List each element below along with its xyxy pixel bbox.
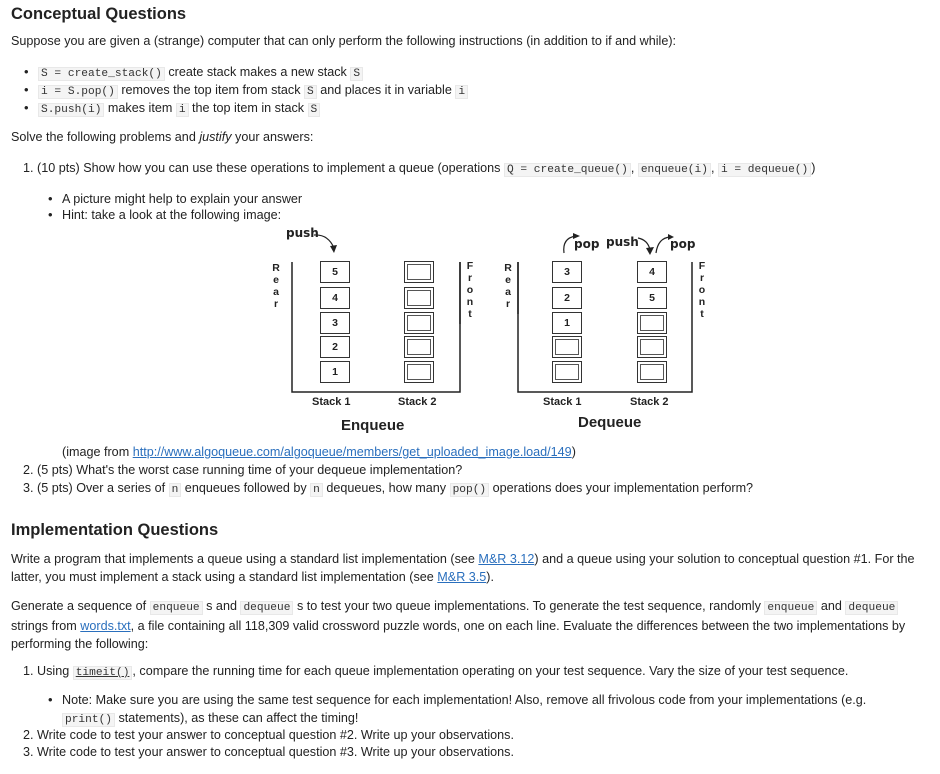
conceptual-heading: Conceptual Questions (11, 5, 187, 23)
impl-item-3: 3. Write code to test your answer to conceptual question #3. Write up your observations. (23, 745, 514, 759)
stack-cell: 3 (320, 312, 350, 334)
stack-cell-empty (404, 361, 434, 383)
front-label-2: F r o n t (698, 260, 706, 320)
instruction-item: • i = S.pop() removes the top item from stack S and places it in variable i (38, 81, 468, 101)
instruction-item: • S = create_stack() create stack makes a new stack S (38, 63, 363, 83)
impl-item-1: 1. Using timeit() , compare the running time for each queue implementation operating on your test sequence. Vary the size of your test sequence. (23, 664, 849, 679)
enqueue-title: Enqueue (341, 417, 405, 434)
q1-bullet: • A picture might help to explain your answer (62, 190, 302, 208)
front-label: F r o n t (466, 260, 474, 320)
pop-arrow-2-icon (656, 237, 670, 253)
stack-cell: 4 (637, 261, 667, 283)
stack-cell: 5 (637, 287, 667, 309)
image-credit-link[interactable]: http://www.algoqueue.com/algoqueue/members/get_uploaded_image.load/149 (132, 445, 572, 459)
stack-cell: 2 (320, 336, 350, 358)
push-label-2: push (606, 235, 639, 249)
stack-cell-empty (404, 312, 434, 334)
stack-cell: 3 (552, 261, 582, 283)
solve-text: Solve the following problems and justify your answers: (11, 130, 314, 144)
stack1-label: Stack 1 (312, 396, 351, 408)
pop-label-2: pop (670, 237, 696, 251)
push-arrowhead-2-icon (646, 247, 654, 255)
push-arrowhead-icon (330, 245, 337, 253)
dequeue-title: Dequeue (578, 414, 642, 431)
question-2: 2. (5 pts) What's the worst case running time of your dequeue implementation? (23, 463, 463, 477)
impl-item-2: 2. Write code to test your answer to conceptual question #2. Write up your observations. (23, 728, 514, 742)
pop-label: pop (574, 237, 600, 251)
stack-cell-empty (404, 261, 434, 283)
image-credit: (image from http://www.algoqueue.com/algoqueue/members/get_uploaded_image.load/149) (62, 445, 576, 459)
stack-cell: 1 (552, 312, 582, 334)
question-1: 1. (10 pts) Show how you can use these operations to implement a queue (operations Q = create_queue() , enqueue(i) , i = dequeue() ) (23, 161, 816, 176)
stack-cell-empty (552, 336, 582, 358)
queue-diagram (260, 226, 706, 438)
stack-cell: 5 (320, 261, 350, 283)
stack-cell: 1 (320, 361, 350, 383)
implementation-para-2: Generate a sequence of enqueue s and dequeue s to test your two queue implementations. To generate the test sequence, randomly enqueue and dequeue strings from words.txt, a file containing all 118,309 valid crossword puzzle words, one on each line. Evaluate the differences between the two implementations by performing the following: (11, 599, 906, 651)
mr-3-5-link[interactable]: M&R 3.5 (437, 570, 487, 584)
q1-bullet: • Hint: take a look at the following image: (62, 206, 281, 224)
stack-cell-empty (637, 336, 667, 358)
intro-text: Suppose you are given a (strange) computer that can only perform the following instructions (in addition to if and while): (11, 34, 677, 48)
enqueue-container (292, 262, 460, 392)
push-label: push (286, 226, 319, 240)
stack-cell-empty (404, 287, 434, 309)
rear-label-2: R e a r (504, 262, 512, 310)
rear-label: R e a r (272, 262, 280, 310)
stack1-label-2: Stack 1 (543, 396, 582, 408)
stack-cell-empty (637, 361, 667, 383)
question-3: 3. (5 pts) Over a series of n enqueues followed by n dequeues, how many pop() operations does your implementation perform? (23, 481, 754, 496)
impl-note: • Note: Make sure you are using the same test sequence for each implementation! Also, remove all frivolous code from your implementations (e.g. print() statements), as these can affect the timing! (62, 691, 902, 729)
stack-cell: 2 (552, 287, 582, 309)
stack2-label-2: Stack 2 (630, 396, 669, 408)
implementation-para-1: Write a program that implements a queue using a standard list implementation (see M&R 3.12) and a queue using your solution to conceptual question #1. For the latter, you must implement a stack using a standard list implementation (see M&R 3.5). (11, 552, 915, 584)
implementation-heading: Implementation Questions (11, 521, 219, 539)
words-txt-link[interactable]: words.txt (80, 619, 131, 633)
stack-cell-empty (552, 361, 582, 383)
instruction-item: • S.push(i) makes item i the top item in stack S (38, 99, 320, 119)
stack2-label: Stack 2 (398, 396, 437, 408)
stack-cell-empty (637, 312, 667, 334)
stack-cell: 4 (320, 287, 350, 309)
stack-cell-empty (404, 336, 434, 358)
mr-3-12-link[interactable]: M&R 3.12 (478, 552, 535, 566)
